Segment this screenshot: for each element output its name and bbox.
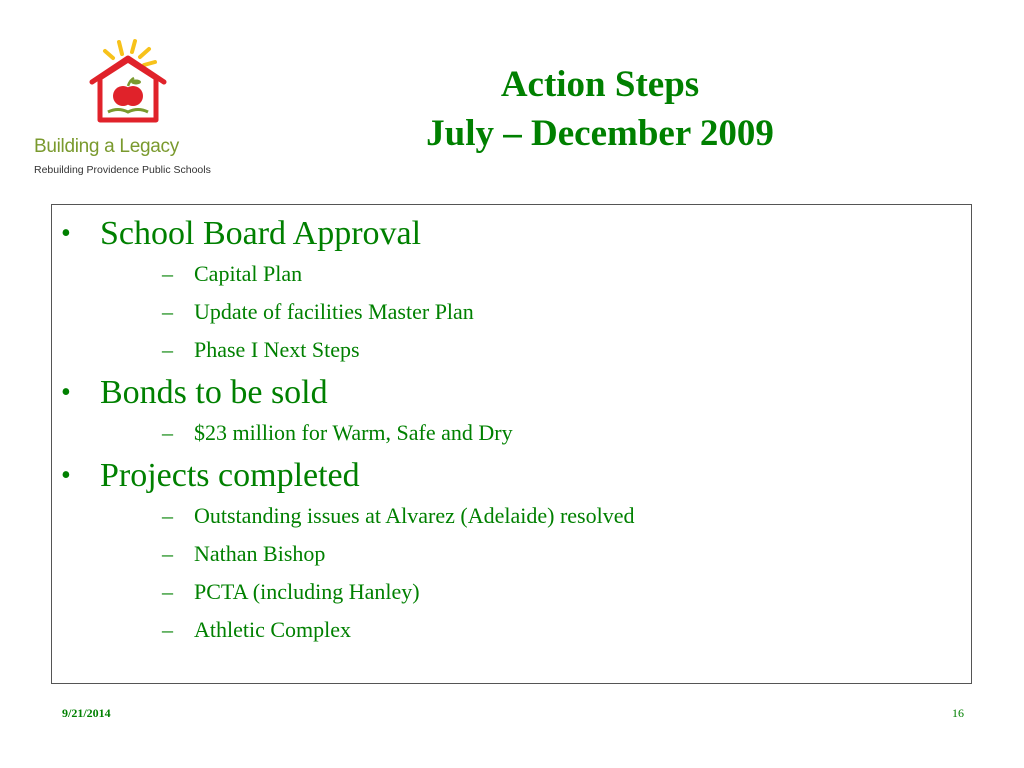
bullet-list bbox=[52, 213, 971, 652]
page-number: 16 bbox=[952, 706, 964, 720]
bullet-text: Projects completed bbox=[100, 457, 360, 494]
sub-bullet-item: – Update of facilities Master Plan bbox=[162, 299, 474, 324]
sub-bullet-text: Capital Plan bbox=[194, 261, 303, 286]
bullet-text: Bonds to be sold bbox=[100, 374, 328, 411]
bullet-item bbox=[52, 372, 971, 452]
schoolhouse-apple-icon bbox=[78, 38, 178, 134]
bullet-item bbox=[52, 455, 971, 649]
sub-bullet-item: – Athletic Complex bbox=[162, 617, 352, 642]
sub-bullet-text: Nathan Bishop bbox=[194, 541, 326, 566]
sub-bullet-list bbox=[100, 497, 971, 649]
sub-bullet-text: Athletic Complex bbox=[194, 617, 352, 642]
bullet-marker: • bbox=[61, 460, 71, 491]
content-box bbox=[51, 204, 972, 684]
logo-tagline: Rebuilding Providence Public Schools bbox=[34, 164, 211, 176]
sub-bullet-item: – Capital Plan bbox=[162, 261, 303, 286]
title-line-1: Action Steps bbox=[500, 64, 700, 105]
bullet-text: School Board Approval bbox=[100, 215, 422, 252]
sub-bullet-item: – Nathan Bishop bbox=[162, 541, 326, 566]
sub-bullet-text: $23 million for Warm, Safe and Dry bbox=[194, 420, 513, 445]
sub-bullet-text: Phase I Next Steps bbox=[194, 337, 360, 362]
sub-bullet-text: PCTA (including Hanley) bbox=[194, 579, 420, 604]
bullet-item bbox=[52, 213, 971, 369]
sub-bullet-item: – $23 million for Warm, Safe and Dry bbox=[162, 420, 513, 445]
bullet-marker: • bbox=[61, 377, 71, 408]
sub-bullet-item: – Phase I Next Steps bbox=[162, 337, 360, 362]
sub-bullet-item: – Outstanding issues at Alvarez (Adelaide) resolved bbox=[162, 503, 635, 528]
sub-bullet-text: Outstanding issues at Alvarez (Adelaide) resolved bbox=[194, 503, 635, 528]
building-a-legacy-logo bbox=[28, 38, 228, 183]
footer-date: 9/21/2014 bbox=[62, 706, 111, 720]
logo-name: Building a Legacy bbox=[34, 136, 179, 157]
sub-bullet-item: – PCTA (including Hanley) bbox=[162, 579, 420, 604]
sub-bullet-text: Update of facilities Master Plan bbox=[194, 299, 474, 324]
title-line-2: July – December 2009 bbox=[426, 113, 774, 154]
sub-bullet-list bbox=[100, 255, 971, 369]
sub-bullet-list bbox=[100, 414, 971, 452]
slide-title bbox=[300, 60, 900, 158]
bullet-marker: • bbox=[61, 218, 71, 249]
